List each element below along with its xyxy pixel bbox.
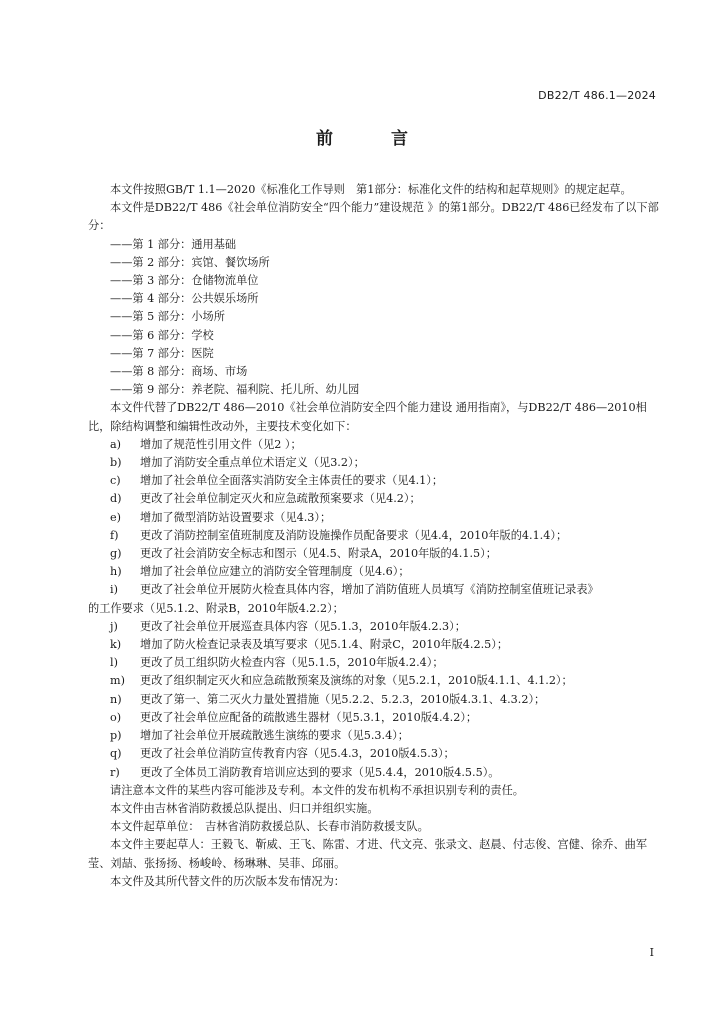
item-text: 更改了组织制定灭火和应急疏散预案及演练的对象（见5.2.1，2010版4.1.1、4.1.2）； (140, 674, 573, 688)
list-item: ——第 2 部分：宾馆、餐饮场所 (110, 255, 270, 269)
list-item (88, 490, 660, 508)
list-item: ——第 4 部分：公共娱乐场所 (110, 292, 259, 306)
standard-code: DB22/T 486.1—2024 (538, 89, 656, 102)
item-text: 更改了社会单位消防宣传教育内容（见5.4.3，2010版4.5.3）； (140, 747, 455, 761)
paragraph: 本文件代替了DB22/T 486—2010《社会单位消防安全四个能力建设 通用指南》，与DB22/T 486—2010相比，除结构调整和编辑性改动外，主要技术变化如下： (88, 401, 647, 433)
item-text: 增加了规范性引用文件（见2 ）； (140, 437, 302, 451)
paragraph: 请注意本文件的某些内容可能涉及专利。本文件的发布机构不承担识别专利的责任。 (110, 783, 524, 797)
list-item (88, 691, 660, 709)
item-label: o) (110, 710, 122, 724)
list-item (88, 472, 660, 490)
item-text: 更改了社会单位应配备的疏散逃生器材（见5.3.1，2010版4.4.2）； (140, 710, 478, 724)
changes-list (88, 436, 660, 782)
item-label: h) (110, 565, 122, 579)
list-item: ——第 5 部分：小场所 (110, 310, 225, 324)
item-text: 更改了社会单位开展防火检查具体内容，增加了消防值班人员填写《消防控制室值班记录表》 (140, 583, 599, 597)
item-label: l) (110, 656, 118, 670)
list-item (88, 654, 660, 672)
item-label: c) (110, 474, 121, 488)
page-number: I (649, 946, 654, 959)
list-item (88, 527, 660, 545)
list-item: ——第 3 部分：仓储物流单位 (110, 274, 259, 288)
page-title: 前 言 (316, 129, 434, 149)
paragraph: 本文件由吉林省消防救援总队提出、归口并组织实施。 (110, 801, 379, 815)
item-text: 更改了社会单位开展巡查具体内容（见5.1.3，2010年版4.2.3）； (140, 619, 466, 633)
list-item: ——第 8 部分：商场、市场 (110, 365, 248, 379)
list-item (88, 563, 660, 581)
item-label: q) (110, 747, 122, 761)
parts-list (88, 236, 660, 400)
list-item: ——第 1 部分：通用基础 (110, 237, 237, 251)
list-item: ——第 9 部分：养老院、福利院、托儿所、幼儿园 (110, 383, 360, 397)
item-text: 更改了第一、第二灭火力量处置措施（见5.2.2、5.2.3，2010版4.3.1、4.3.2）； (140, 692, 546, 706)
item-label: n) (110, 692, 122, 706)
paragraph: 本文件是DB22/T 486《社会单位消防安全“四个能力”建设规范 》的第1部分。DB22/T 486已经发布了以下部分： (88, 201, 659, 233)
list-item (88, 764, 660, 782)
list-item-continuation: 的工作要求（见5.1.2、附录B，2010年版4.2.2）； (88, 601, 344, 615)
paragraph: 本文件起草单位： 吉林省消防救援总队、长春市消防救援支队。 (110, 820, 429, 834)
item-text: 更改了员工组织防火检查内容（见5.1.5，2010年版4.2.4）； (140, 656, 444, 670)
list-item (88, 636, 660, 654)
item-text: 更改了消防控制室值班制度及消防设施操作员配备要求（见4.4，2010年版的4.1.4）； (140, 528, 568, 542)
list-item (88, 509, 660, 527)
list-item (88, 436, 660, 454)
item-label: i) (110, 583, 118, 597)
item-text: 增加了微型消防站设置要求（见4.3）； (140, 510, 332, 524)
item-text: 增加了防火检查记录表及填写要求（见5.1.4、附录C，2010年版4.2.5）； (140, 638, 509, 652)
item-label: g) (110, 547, 122, 561)
item-text: 增加了社会单位应建立的消防安全管理制度（见4.6）； (140, 565, 410, 579)
item-text: 更改了全体员工消防教育培训应达到的要求（见5.4.4，2010版4.5.5）。 (140, 765, 500, 779)
list-item (88, 545, 660, 563)
paragraph: 本文件主要起草人：王毅飞、靳威、王飞、陈雷、才进、代文亮、张录文、赵晨、付志俊、宫健、徐乔、曲军莹、刘喆、张扬扬、杨峻岭、杨琳琳、吴菲、邱丽。 (88, 838, 648, 870)
item-label: f) (110, 528, 119, 542)
list-item: ——第 7 部分：医院 (110, 346, 214, 360)
item-text: 增加了社会单位开展疏散逃生演练的要求（见5.3.4）； (140, 729, 409, 743)
list-item (88, 454, 660, 472)
list-item (88, 709, 660, 727)
list-item (88, 581, 660, 599)
paragraph: 本文件按照GB/T 1.1—2020《标准化工作导则 第1部分：标准化文件的结构和起草规则》的规定起草。 (110, 183, 632, 196)
item-label: k) (110, 638, 122, 652)
document-body (88, 181, 660, 891)
item-label: b) (110, 456, 122, 470)
list-item (88, 618, 660, 636)
item-label: e) (110, 510, 121, 524)
item-label: j) (110, 619, 118, 633)
item-label: p) (110, 729, 122, 743)
list-item: ——第 6 部分：学校 (110, 328, 214, 342)
list-item (88, 672, 660, 690)
item-text: 增加了消防安全重点单位术语定义（见3.2）； (140, 456, 365, 470)
item-label: a) (110, 437, 122, 451)
item-label: m) (110, 674, 125, 688)
paragraph: 本文件及其所代替文件的历次版本发布情况为： (110, 874, 345, 888)
list-item (88, 745, 660, 763)
item-label: d) (110, 492, 122, 506)
list-item (88, 727, 660, 745)
item-text: 增加了社会单位全面落实消防安全主体责任的要求（见4.1）； (140, 474, 444, 488)
item-label: r) (110, 765, 120, 779)
item-text: 更改了社会单位制定灭火和应急疏散预案要求（见4.2）； (140, 492, 421, 506)
item-text: 更改了社会消防安全标志和图示（见4.5、附录A，2010年版的4.1.5）； (140, 547, 497, 561)
